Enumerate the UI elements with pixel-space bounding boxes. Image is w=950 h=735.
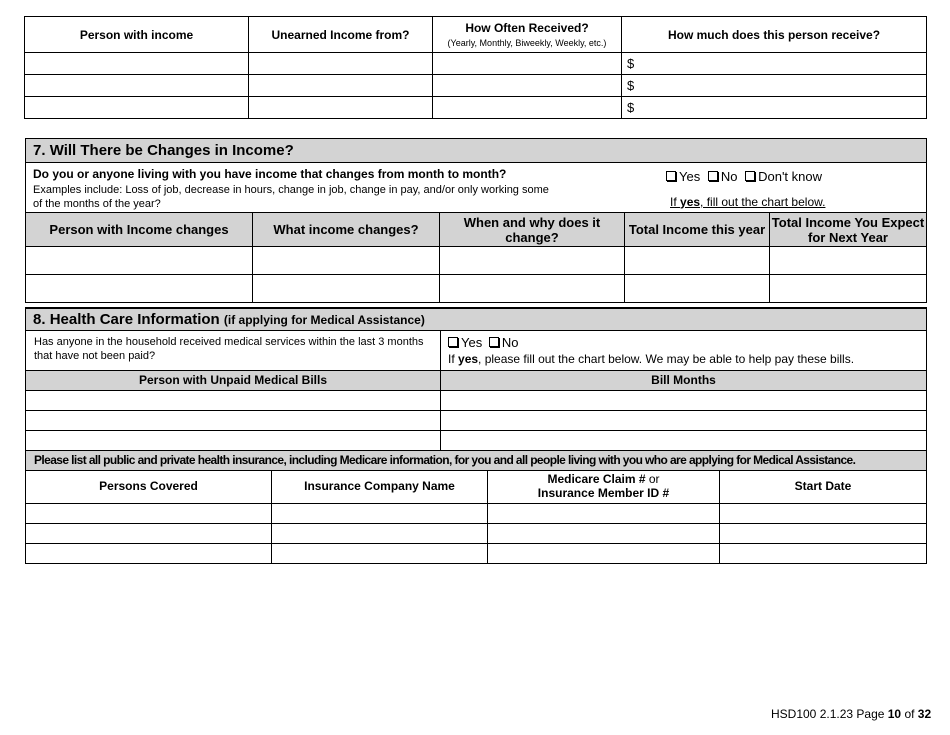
income-changes-examples: [33, 183, 549, 211]
header-insurance-company: Insurance Company Name: [272, 470, 488, 503]
member-id-label: Insurance Member ID #: [537, 486, 670, 501]
table-cell[interactable]: [440, 247, 625, 275]
table-cell[interactable]: [26, 523, 272, 543]
insurance-instruction: Please list all public and private health insurance, including Medicare information, for you and all people living with you who are applying for Medical Assistance.: [26, 450, 927, 470]
table-cell[interactable]: [770, 247, 927, 275]
page-number: 10: [887, 707, 902, 721]
header-how-much: How much does this person receive?: [622, 17, 927, 53]
checkbox-icon[interactable]: [708, 171, 718, 181]
table-cell[interactable]: [720, 523, 927, 543]
table-cell[interactable]: [253, 275, 440, 303]
table-cell[interactable]: [770, 275, 927, 303]
if-yes-instruction: If yes, fill out the chart below.: [670, 195, 826, 209]
examples-line-2: of the months of the year?: [33, 198, 161, 210]
table-cell[interactable]: [441, 430, 927, 450]
header-person-with-income: Person with income: [25, 17, 249, 53]
person-cell[interactable]: [25, 97, 249, 119]
form-id: HSD100 2.1.23 Page: [771, 707, 888, 721]
table-cell[interactable]: [625, 247, 770, 275]
income-changes-options: [666, 169, 822, 184]
table-row: [25, 53, 927, 75]
amount-cell[interactable]: [622, 75, 927, 97]
section-number: 8.: [33, 310, 46, 328]
amount-cell[interactable]: [622, 53, 927, 75]
source-cell[interactable]: [249, 75, 433, 97]
table-row: [26, 410, 927, 430]
header-total-this-year: Total Income this year: [625, 213, 770, 247]
frequency-cell[interactable]: [433, 75, 622, 97]
table-cell[interactable]: [440, 275, 625, 303]
header-when-why: When and why does it change?: [440, 213, 625, 247]
header-total-next-year: Total Income You Expect for Next Year: [770, 213, 927, 247]
frequency-cell[interactable]: [433, 53, 622, 75]
table-row: [26, 503, 927, 523]
income-changes-question: Do you or anyone living with you have income that changes from month to month?: [33, 167, 507, 181]
how-often-label: How Often Received?: [465, 21, 589, 35]
table-cell[interactable]: [26, 503, 272, 523]
table-row: [26, 543, 927, 563]
table-row: [26, 275, 927, 303]
section-8-table: [25, 307, 927, 471]
examples-line-1: Examples include: Loss of job, decrease in hours, change in job, change in pay, and/or only working some: [33, 184, 549, 196]
medical-options: [448, 334, 926, 351]
section-7-question-cell: [26, 163, 927, 213]
header-what-changes: What income changes?: [253, 213, 440, 247]
section-7-title: [26, 139, 927, 163]
page-total: 32: [917, 707, 932, 721]
page-footer: [771, 707, 931, 721]
currency-symbol: $: [627, 100, 635, 115]
yes-option[interactable]: Yes: [666, 169, 700, 184]
claim-label: Medicare Claim # or: [547, 472, 660, 487]
header-bill-months: Bill Months: [441, 370, 927, 390]
question-line-1: Has anyone in the household received medical services within the last 3 months: [34, 335, 424, 348]
table-cell[interactable]: [441, 410, 927, 430]
table-cell[interactable]: [488, 503, 720, 523]
table-row: [26, 523, 927, 543]
section-7-table: [25, 138, 927, 303]
table-row: [26, 247, 927, 275]
header-how-often: [433, 17, 622, 53]
table-cell[interactable]: [26, 430, 441, 450]
how-often-hint: (Yearly, Monthly, Biweekly, Weekly, etc.): [447, 38, 607, 48]
header-person-income-changes: Person with Income changes: [26, 213, 253, 247]
table-cell[interactable]: [253, 247, 440, 275]
table-cell[interactable]: [625, 275, 770, 303]
page-of: of: [901, 707, 918, 721]
section-8-title: [26, 308, 927, 330]
table-cell[interactable]: [26, 543, 272, 563]
table-row: [25, 97, 927, 119]
table-row: [26, 430, 927, 450]
question-line-2: that have not been paid?: [34, 349, 156, 362]
section-title: Health Care Information: [49, 310, 220, 328]
header-start-date: Start Date: [720, 470, 927, 503]
insurance-table: [25, 470, 927, 564]
no-option[interactable]: No: [708, 169, 738, 184]
checkbox-icon[interactable]: [448, 337, 458, 347]
no-option[interactable]: No: [489, 335, 519, 350]
medical-note: If yes, please fill out the chart below. We may be able to help pay these bills.: [448, 351, 855, 366]
table-cell[interactable]: [488, 543, 720, 563]
medical-services-answer: [441, 330, 927, 370]
table-cell[interactable]: [488, 523, 720, 543]
header-unpaid-bills-person: Person with Unpaid Medical Bills: [26, 370, 441, 390]
checkbox-icon[interactable]: [489, 337, 499, 347]
source-cell[interactable]: [249, 53, 433, 75]
unearned-income-table: [24, 16, 927, 119]
table-cell[interactable]: [26, 390, 441, 410]
table-cell[interactable]: [26, 247, 253, 275]
section-title: Will There be Changes in Income?: [49, 142, 294, 159]
amount-cell[interactable]: [622, 97, 927, 119]
checkbox-icon[interactable]: [745, 171, 755, 181]
source-cell[interactable]: [249, 97, 433, 119]
table-cell[interactable]: [272, 503, 488, 523]
table-cell[interactable]: [26, 410, 441, 430]
medical-services-question: [26, 330, 441, 370]
currency-symbol: $: [627, 78, 635, 93]
checkbox-icon[interactable]: [666, 171, 676, 181]
table-cell[interactable]: [441, 390, 927, 410]
table-cell[interactable]: [272, 543, 488, 563]
section-number: 7.: [33, 142, 46, 159]
currency-symbol: $: [627, 56, 635, 71]
header-claim-id: [488, 470, 720, 503]
header-persons-covered: Persons Covered: [26, 470, 272, 503]
table-row: [26, 390, 927, 410]
section-subtitle: (if applying for Medical Assistance): [223, 312, 425, 327]
frequency-cell[interactable]: [433, 97, 622, 119]
dont-know-option[interactable]: Don't know: [745, 169, 822, 184]
table-cell[interactable]: [272, 523, 488, 543]
person-cell[interactable]: [25, 53, 249, 75]
header-unearned-from: Unearned Income from?: [249, 17, 433, 53]
table-row: [25, 75, 927, 97]
table-cell[interactable]: [720, 543, 927, 563]
person-cell[interactable]: [25, 75, 249, 97]
table-cell[interactable]: [26, 275, 253, 303]
yes-option[interactable]: Yes: [448, 335, 482, 350]
table-cell[interactable]: [720, 503, 927, 523]
